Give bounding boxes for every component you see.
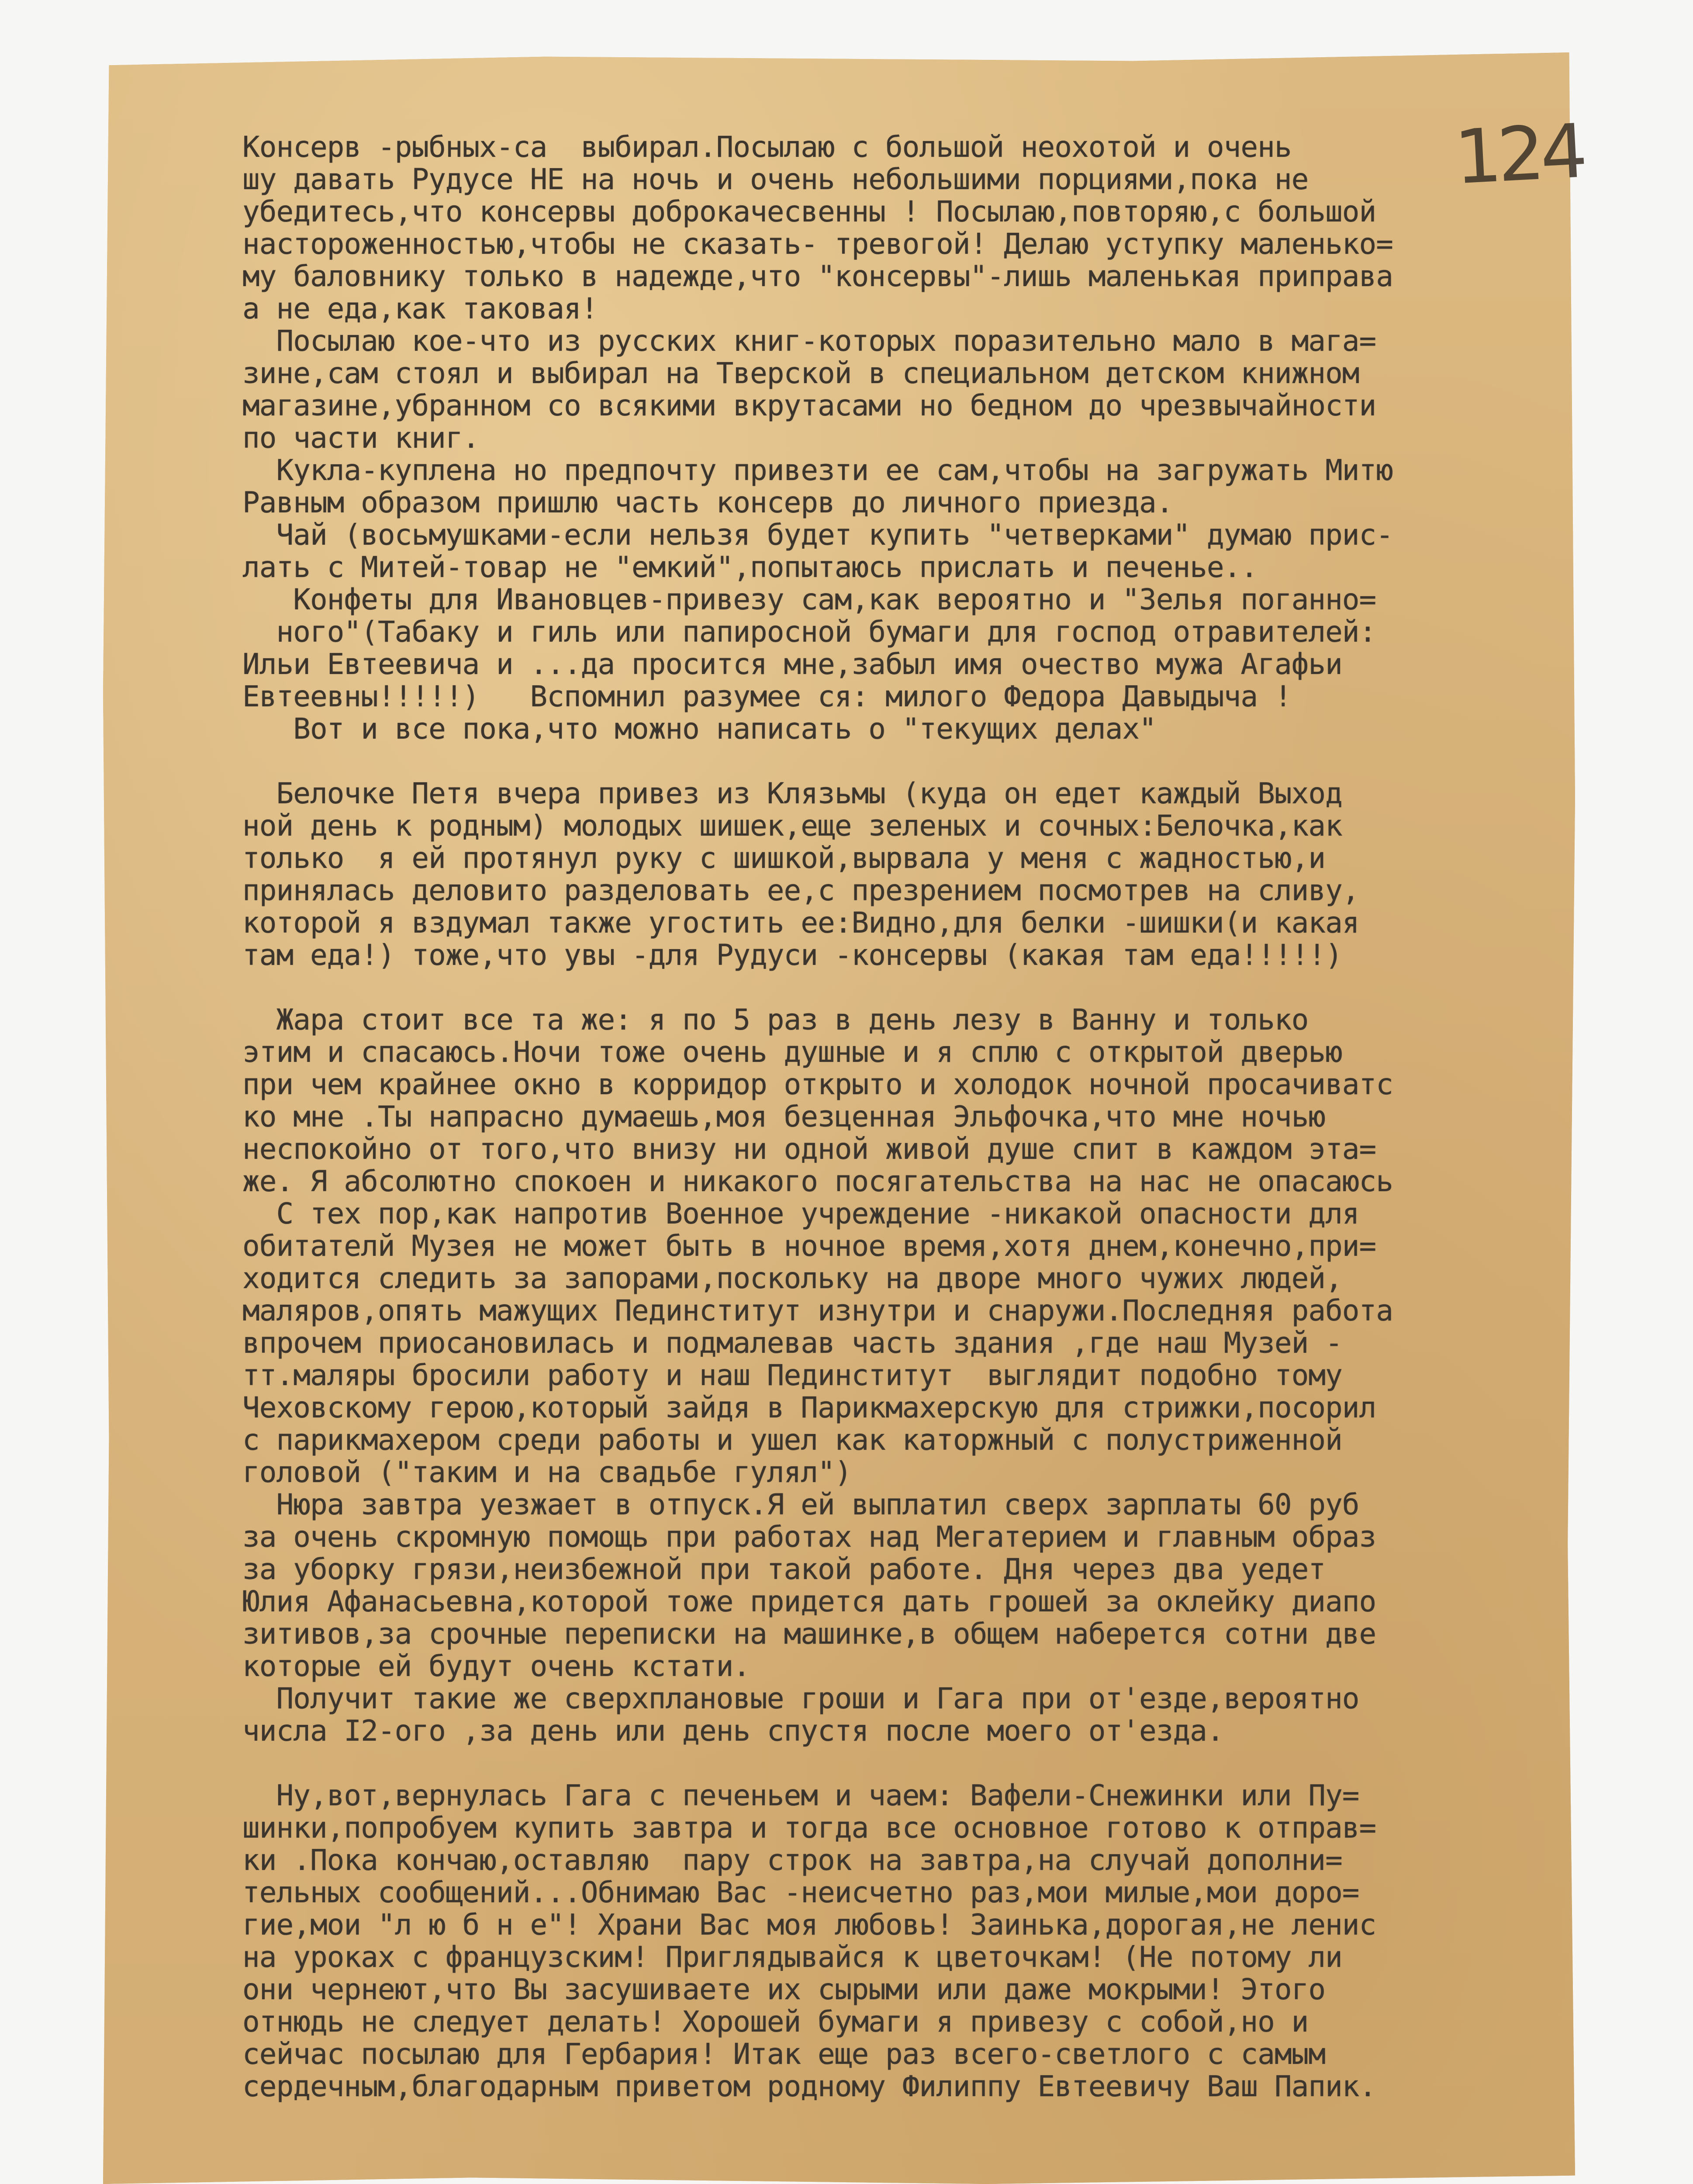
text-line: числа I2-ого ,за день или день спустя после моего от'езда. xyxy=(242,1714,1224,1748)
text-line: ко мне .Ты напрасно думаешь,моя безценная Эльфочка,что мне ночью xyxy=(242,1100,1326,1133)
text-line: сейчас посылаю для Гербария! Итак еще раз всего-светлого с самым xyxy=(242,2037,1326,2071)
text-line: на уроках с французским! Приглядывайся к цветочкам! (Не потому ли xyxy=(242,1940,1342,1974)
text-line: ки .Пока кончаю,оставляю пару строк на завтра,на случай дополни= xyxy=(242,1843,1342,1877)
text-line: зитивов,за срочные переписки на машинке,в общем наберется сотни две xyxy=(242,1617,1376,1651)
text-line: гие,мои "л ю б н е"! Храни Вас моя любовь! Заинька,дорогая,не ленис xyxy=(242,1908,1376,1942)
text-line: Кукла-куплена но предпочту привезти ее сам,чтобы на загружать Митю xyxy=(242,453,1393,487)
text-line: Чай (восьмушками-если нельзя будет купить "четверками" думаю прис- xyxy=(242,518,1393,552)
text-line: лать с Митей-товар не "емкий",попытаюсь прислать и печенье.. xyxy=(242,550,1258,584)
paragraph xyxy=(242,1004,1531,1747)
folio-number: 124 xyxy=(1452,108,1586,201)
paragraph xyxy=(242,778,1531,971)
text-line: шинки,попробуем купить завтра и тогда все основное готово к отправ= xyxy=(242,1811,1376,1845)
text-line: принялась деловито разделовать ее,с презрением посмотрев на сливу, xyxy=(242,874,1359,907)
text-line: ходится следить за запорами,поскольку на дворе много чужих людей, xyxy=(242,1261,1342,1295)
text-line: только я ей протянул руку с шишкой,вырвала у меня с жадностью,и xyxy=(242,841,1326,875)
text-line: этим и спасаюсь.Ночи тоже очень душные и я сплю с открытой дверью xyxy=(242,1035,1342,1069)
text-line: Посылаю кое-что из русских книг-которых поразительно мало в мага= xyxy=(242,324,1376,358)
text-line: магазине,убранном со всякими вкрутасами но бедном до чрезвычайности xyxy=(242,389,1376,422)
text-line: Конфеты для Ивановцев-привезу сам,как вероятно и "Зелья поганно= xyxy=(242,583,1376,616)
text-line: С тех пор,как напротив Военное учреждение -никакой опасности для xyxy=(242,1197,1359,1230)
text-line: которые ей будут очень кстати. xyxy=(242,1649,750,1683)
paragraph-gap xyxy=(242,1747,1531,1780)
text-line: тт.маляры бросили работу и наш Пединститут выглядит подобно тому xyxy=(242,1358,1342,1392)
text-line: отнюдь не следует делать! Хорошей бумаги я привезу с собой,но и xyxy=(242,2005,1309,2039)
text-line: обитателй Музея не может быть в ночное время,хотя днем,конечно,при= xyxy=(242,1229,1376,1263)
text-line: ной день к родным) молодых шишек,еще зеленых и сочных:Белочка,как xyxy=(242,809,1342,843)
text-line: за уборку грязи,неизбежной при такой работе. Дня через два уедет xyxy=(242,1552,1326,1586)
text-line: неспокойно от того,что внизу ни одной живой душе спит в каждом эта= xyxy=(242,1132,1376,1166)
text-line: ного"(Табаку и гиль или папиросной бумаги для господ отравителей: xyxy=(242,615,1376,649)
text-line: маляров,опять мажущих Пединститут изнутри и снаружи.Последняя работа xyxy=(242,1294,1393,1327)
text-line: тельных сообщений...Обнимаю Вас -неисчетно раз,мои милые,мои доро= xyxy=(242,1876,1359,1909)
text-line: при чем крайнее окно в корридор открыто и холодок ночной просачиватс xyxy=(242,1068,1393,1101)
text-line: зине,сам стоял и выбирал на Тверской в специальном детском книжном xyxy=(242,356,1359,390)
text-line: же. Я абсолютно спокоен и никакого посягательства на нас не опасаюсь xyxy=(242,1165,1393,1198)
text-line: с парикмахером среди работы и ушел как каторжный с полустриженной xyxy=(242,1423,1342,1457)
text-line: шу давать Рудусе НЕ на ночь и очень небольшими порциями,пока не xyxy=(242,162,1309,196)
text-line: там еда!) тоже,что увы -для Рудуси -консервы (какая там еда!!!!!) xyxy=(242,938,1342,972)
text-line: головой ("таким и на свадьбе гулял") xyxy=(242,1455,852,1489)
text-line: Консерв -рыбных-са выбирал.Посылаю с большой неохотой и очень xyxy=(242,130,1292,164)
text-line: Получит такие же сверхплановые гроши и Гага при от'езде,вероятно xyxy=(242,1682,1359,1715)
text-line: которой я вздумал также угостить ее:Видно,для белки -шишки(и какая xyxy=(242,906,1359,940)
text-line: Чеховскому герою,который зайдя в Парикмахерскую для стрижки,посорил xyxy=(242,1391,1376,1424)
text-line: Нюра завтра уезжает в отпуск.Я ей выплатил сверх зарплаты 60 руб xyxy=(242,1488,1359,1521)
text-line: впрочем приосановилась и подмалевав часть здания ,где наш Музей - xyxy=(242,1326,1342,1360)
text-line: убедитесь,что консервы доброкачесвенны ! Посылаю,повторяю,с большой xyxy=(242,195,1376,228)
paragraph-gap xyxy=(242,971,1531,1004)
text-line: Жара стоит все та же: я по 5 раз в день лезу в Ванну и только xyxy=(242,1003,1309,1037)
text-line: Евтеевны!!!!!) Вспомнил разумее ся: милого Федора Давыдыча ! xyxy=(242,680,1292,713)
paragraph xyxy=(242,1780,1531,2103)
text-line: а не еда,как таковая! xyxy=(242,292,598,325)
text-line: сердечным,благодарным приветом родному Филиппу Евтеевичу Ваш Папик. xyxy=(242,2070,1376,2103)
text-line: му баловнику только в надежде,что "консервы"-лишь маленькая приправа xyxy=(242,259,1393,293)
text-line: Ну,вот,вернулась Гага с печеньем и чаем: Вафели-Снежинки или Пу= xyxy=(242,1779,1359,1812)
text-line: Равным образом пришлю часть консерв до личного приезда. xyxy=(242,486,1173,519)
text-line: Вот и все пока,что можно написать о "текущих делах" xyxy=(242,712,1156,746)
typed-letter-body xyxy=(242,131,1531,2103)
text-line: настороженностью,чтобы не сказать- тревогой! Делаю уступку маленько= xyxy=(242,227,1393,261)
text-line: Белочке Петя вчера привез из Клязьмы (куда он едет каждый Выход xyxy=(242,777,1342,810)
text-line: Юлия Афанасьевна,которой тоже придется дать грошей за оклейку диапо xyxy=(242,1585,1376,1618)
text-line: они чернеют,что Вы засушиваете их сырыми или даже мокрыми! Этого xyxy=(242,1973,1326,2006)
text-line: по части книг. xyxy=(242,421,480,455)
paragraph-gap xyxy=(242,745,1531,778)
text-line: за очень скромную помощь при работах над Мегатерием и главным образ xyxy=(242,1520,1376,1554)
paragraph xyxy=(242,131,1531,745)
text-line: Ильи Евтеевича и ...да просится мне,забыл имя очество мужа Агафьи xyxy=(242,647,1342,681)
